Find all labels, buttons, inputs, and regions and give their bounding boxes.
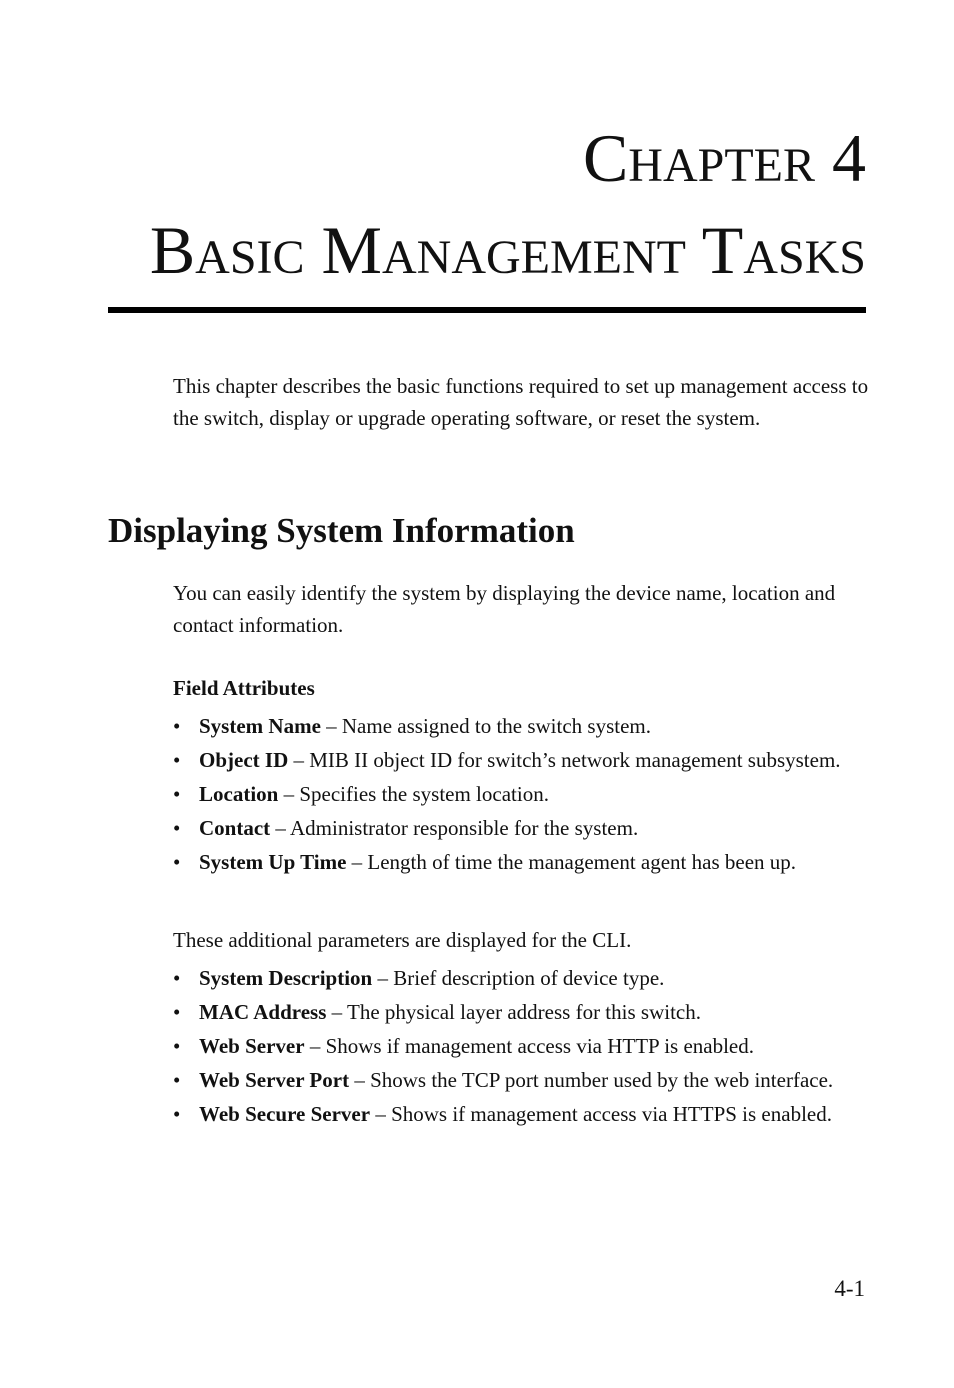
field-description: – Shows the TCP port number used by the web interface.: [349, 1068, 834, 1092]
cli-parameters-list: [173, 963, 873, 1133]
page-number: 4-1: [834, 1276, 865, 1301]
list-item: [173, 997, 873, 1029]
field-term: System Description: [199, 966, 373, 990]
bullet-icon: •: [173, 1068, 181, 1092]
field-description: – The physical layer address for this switch.: [326, 1000, 701, 1024]
field-term: Web Secure Server: [199, 1102, 371, 1126]
field-description: – Shows if management access via HTTPS is enabled.: [370, 1102, 832, 1126]
chapter-title: [66, 112, 866, 296]
bullet-icon: •: [173, 1034, 181, 1058]
field-term: Object ID: [199, 748, 289, 772]
chapter-number: Chapter 4: [582, 120, 866, 196]
field-description: – Specifies the system location.: [278, 782, 549, 806]
list-item: [173, 813, 873, 845]
field-description: – Name assigned to the switch system.: [320, 714, 652, 738]
bullet-icon: •: [173, 748, 181, 772]
bullet-icon: •: [173, 1102, 181, 1126]
field-term: Web Server: [199, 1034, 305, 1058]
field-description: – Length of time the management agent has been up.: [346, 850, 797, 874]
list-item: [173, 1099, 873, 1131]
chapter-intro: This chapter describes the basic functions required to set up management access to the switch, display or upgrade operating software, or reset the system.: [173, 374, 869, 430]
list-item: [173, 963, 873, 995]
field-description: – Brief description of device type.: [372, 966, 665, 990]
bullet-icon: •: [173, 816, 181, 840]
list-item: [173, 779, 873, 811]
chapter-name: Basic Management Tasks: [149, 212, 866, 288]
title-rule: [108, 307, 866, 313]
field-term: Web Server Port: [199, 1068, 350, 1092]
bullet-icon: •: [173, 966, 181, 990]
field-attributes-heading: Field Attributes: [173, 676, 315, 700]
list-item: [173, 1065, 873, 1097]
field-term: Location: [199, 782, 279, 806]
bullet-icon: •: [173, 1000, 181, 1024]
bullet-icon: •: [173, 850, 181, 874]
bullet-icon: •: [173, 714, 181, 738]
section-heading: Displaying System Information: [108, 511, 575, 550]
cli-note: These additional parameters are displayed for the CLI.: [173, 928, 632, 952]
field-term: MAC Address: [199, 1000, 327, 1024]
bullet-icon: •: [173, 782, 181, 806]
list-item: [173, 745, 873, 777]
field-term: System Name: [199, 714, 321, 738]
field-description: – Administrator responsible for the system.: [270, 816, 639, 840]
list-item: [173, 847, 873, 879]
field-description: – Shows if management access via HTTP is enabled.: [304, 1034, 755, 1058]
field-attributes-list: [173, 711, 873, 881]
field-description: – MIB II object ID for switch’s network management subsystem.: [288, 748, 841, 772]
section-intro: You can easily identify the system by displaying the device name, location and contact information.: [173, 581, 836, 637]
field-term: Contact: [199, 816, 271, 840]
field-term: System Up Time: [199, 850, 347, 874]
list-item: [173, 1031, 873, 1063]
list-item: [173, 711, 873, 743]
